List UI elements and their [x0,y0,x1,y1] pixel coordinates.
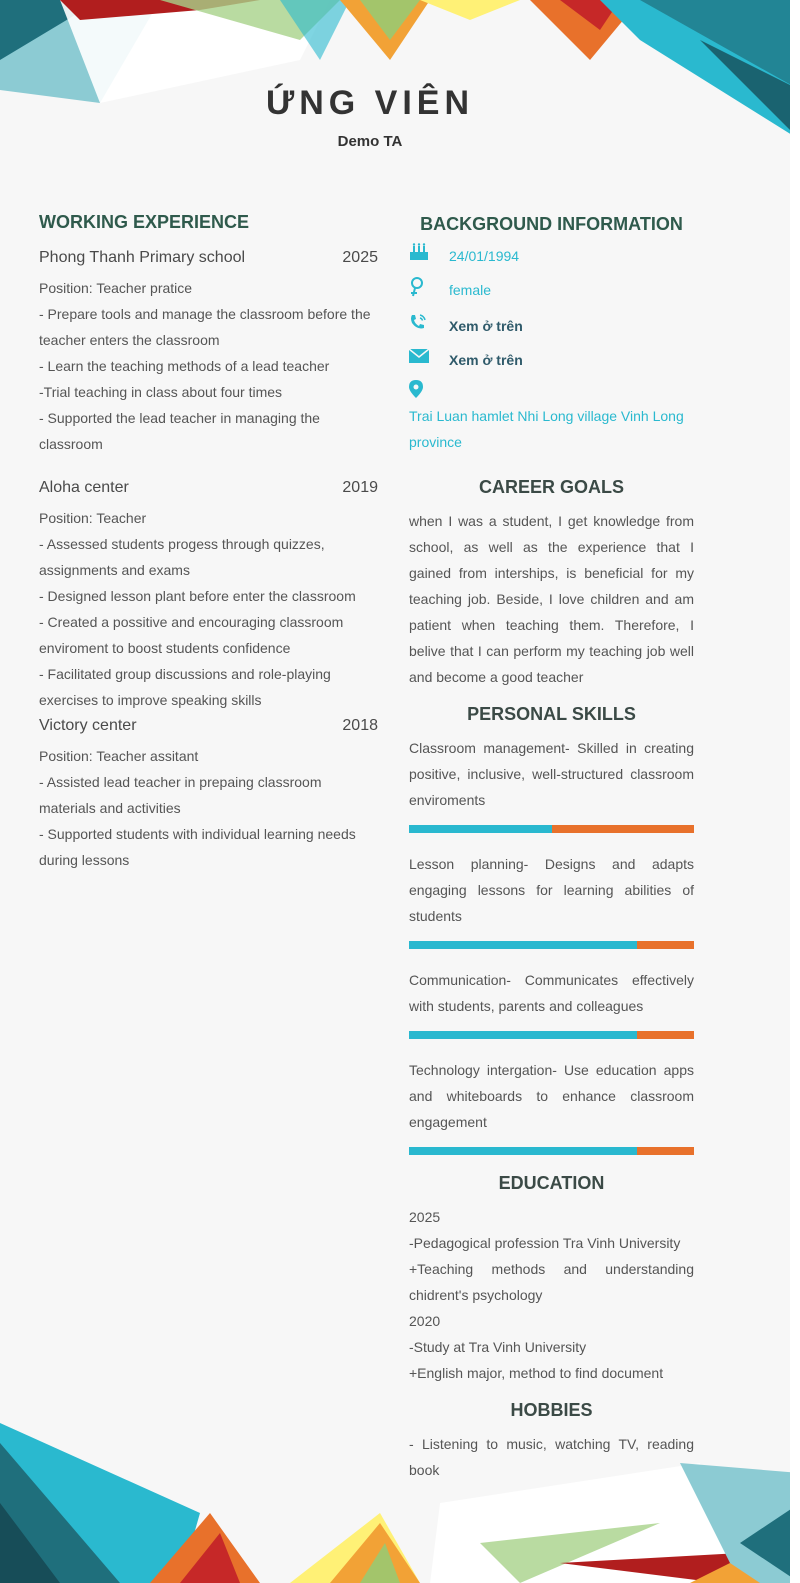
job-year: 2018 [342,717,378,734]
candidate-name: Demo TA [337,133,403,150]
skill-item [409,735,694,833]
skill-item [409,851,694,949]
skill-level-bar [409,1147,694,1155]
job-entry [39,245,378,457]
education-line: 2025 [409,1209,441,1225]
skill-level-bar [409,1031,694,1039]
skill-text: Classroom management- Skilled in creating positive, inclusive, well-structured classroom enviroments [409,740,694,808]
job-line: Position: Teacher [39,510,147,526]
gender-value: female [449,282,492,298]
education-line: 2020 [409,1313,441,1329]
skill-text: Technology intergation- Use education apps and whiteboards to enhance classroom engagement [409,1062,694,1130]
section-title-hobbies: HOBBIES [510,1400,593,1420]
phone-value: Xem ở trên [449,318,523,334]
envelope-icon [409,347,449,373]
section-title-experience: WORKING EXPERIENCE [39,212,250,232]
skill-item [409,967,694,1039]
education-list [409,1204,694,1386]
job-company: Aloha center [39,479,129,496]
education-line: +Teaching methods and understanding chidrent's psychology [409,1261,694,1303]
page-title: ỨNG VIÊN [265,84,474,122]
job-year: 2019 [342,479,378,496]
address-value: Trai Luan hamlet Nhi Long village Vinh Long province [409,408,684,450]
job-line: - Learn the teaching methods of a lead teacher [39,358,330,374]
job-entry [39,713,378,873]
job-company: Victory center [39,717,137,734]
career-goals-text: when I was a student, I get knowledge from school, as well as the experience that I gained from interships, is beneficial for my teaching job. Beside, I love children and am patient when teaching them. Therefore, I belive that I can perform my teaching job well and become a good teacher [409,513,694,685]
job-line: - Assisted lead teacher in prepaing classroom materials and activities [39,774,322,816]
email-value: Xem ở trên [449,352,523,368]
right-column [409,214,694,1483]
job-company: Phong Thanh Primary school [39,249,246,266]
skill-level-fill [409,941,637,949]
job-line: - Created a possitive and encouraging classroom enviroment to boost students confidence [39,614,344,656]
education-line: -Study at Tra Vinh University [409,1339,587,1355]
skill-text: Lesson planning- Designs and adapts engaging lessons for learning abilities of students [409,856,694,924]
skill-level-fill [409,1031,637,1039]
skill-level-bar [409,825,694,833]
hobbies-text: - Listening to music, watching TV, reading book [409,1436,694,1478]
job-entry [39,475,378,713]
job-year: 2025 [342,249,378,266]
section-title-career: CAREER GOALS [478,477,624,497]
phone-row [409,313,694,340]
job-line: -Trial teaching in class about four times [39,384,283,400]
job-line: - Designed lesson plant before enter the classroom [39,588,356,604]
gender-row [409,277,694,306]
skill-level-fill [409,825,552,833]
job-line: - Supported the lead teacher in managing the classroom [39,410,320,452]
section-title-education: EDUCATION [498,1173,605,1193]
female-icon [409,277,449,306]
email-row [409,347,694,373]
job-line: Position: Teacher pratice [39,280,193,296]
education-line: -Pedagogical profession Tra Vinh University [409,1235,681,1251]
working-experience-section [39,212,378,873]
skill-text: Communication- Communicates effectively with students, parents and colleagues [409,972,694,1014]
skill-item [409,1057,694,1155]
job-line: - Facilitated group discussions and role-playing exercises to improve speaking skills [39,666,331,708]
job-line: Position: Teacher assitant [39,748,199,764]
job-line: - Prepare tools and manage the classroom before the teacher enters the classroom [39,306,371,348]
skill-level-bar [409,941,694,949]
phone-icon [409,313,449,340]
cake-icon [409,243,449,270]
job-line: - Supported students with individual learning needs during lessons [39,826,356,868]
section-title-skills: PERSONAL SKILLS [467,704,636,724]
birthday-row [409,243,694,270]
education-line: +English major, method to find document [409,1365,664,1381]
page-edge [790,0,800,1583]
job-line: - Assessed students progess through quizzes, assignments and exams [39,536,325,578]
birthday-value: 24/01/1994 [449,248,520,264]
section-title-background: BACKGROUND INFORMATION [420,214,683,234]
skill-level-fill [409,1147,637,1155]
